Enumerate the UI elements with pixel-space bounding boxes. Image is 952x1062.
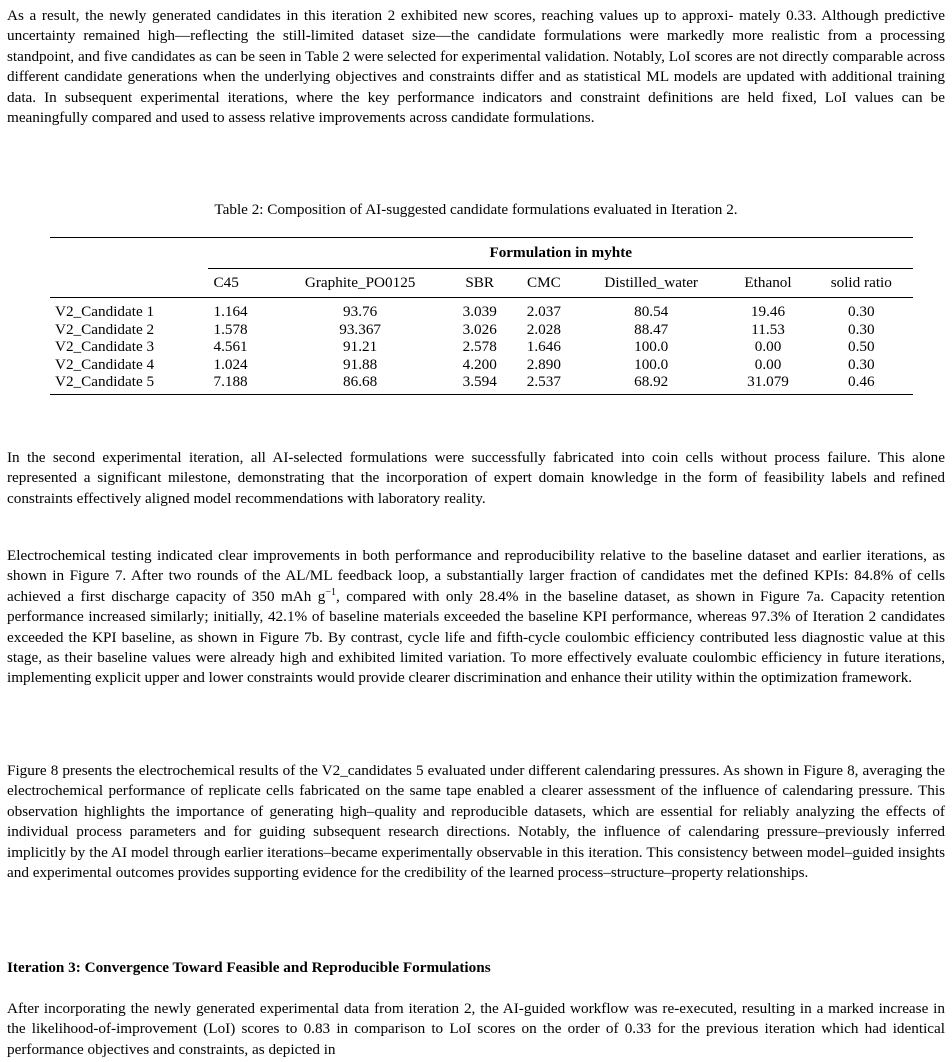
table-cell: 3.026 bbox=[462, 320, 497, 338]
table-cell: 7.188 bbox=[213, 373, 248, 390]
table-cell: 100.0 bbox=[634, 355, 669, 373]
table-cell: 4.561 bbox=[213, 338, 248, 355]
column-header: C45 bbox=[213, 274, 239, 292]
table-cell: 0.50 bbox=[848, 338, 875, 355]
para3-text-a: Electrochemical testing indicated clear improvements in both performance and reproducibility relative to the baseline dataset and earlier iterations, as shown in Figure 7. After two rounds of the AL/ML feedback loop, a substantially larger fraction of candidates met the defined KPIs: 84.8% of cells achieved a first discharge capacity of 350 mAh g bbox=[7, 547, 945, 605]
table-cell: 1.578 bbox=[213, 320, 248, 338]
table-cell: 31.079 bbox=[747, 373, 789, 390]
row-name: V2_Candidate 2 bbox=[55, 320, 155, 338]
column-header: Distilled_water bbox=[604, 274, 698, 292]
table-cell: 11.53 bbox=[751, 320, 785, 338]
table-cell: 2.537 bbox=[526, 373, 561, 390]
paragraph-figure8: Figure 8 presents the electrochemical results of the V2_candidates 5 evaluated under different calendaring pressures. As shown in Figure 8, averaging the electrochemical performance of replicate cells fabricated on the same tape enabled a clearer assessment of the influence of calendaring pressure. This observation highlights the importance of generating high–quality and reproducible datasets, which are essential for reliably analyzing the effects of individual process parameters and for guiding subsequent research directions. Notably, the influence of calendaring pressure–previously inferred implicitly by the AI model through earlier iterations–became experimentally observable in this iteration. This consistency between model–guided insights and experimental outcomes provides supporting evidence for the credibility of the learned process–structure–property relationships. bbox=[7, 762, 945, 882]
table-cell: 80.54 bbox=[634, 303, 669, 320]
table-cell: 1.164 bbox=[213, 303, 248, 320]
para3-text-b: , compared with only 28.4% in the baseline dataset, as shown in Figure 7a. Capacity retention performance increased similarly; initially, 42.1% of baseline materials exceeded the baseline KPI performance, whereas 97.3% of Iteration 2 candidates exceeded the KPI baseline, as shown in Figure 7b. By contrast, cycle life and fifth-cycle coulombic efficiency contributed less diagnostic value at this stage, as their baseline values were already high and exhibited limited variation. To more effectively evaluate coulombic efficiency in future iterations, implementing explicit upper and lower constraints would provide clearer discrimination and enhance their utility within the optimization framework. bbox=[7, 587, 945, 687]
table-cell: 2.890 bbox=[526, 355, 561, 373]
table-cell: 100.0 bbox=[634, 338, 669, 355]
table-cell: 93.367 bbox=[339, 320, 381, 338]
table-corner bbox=[50, 238, 208, 269]
table-cell: 0.46 bbox=[848, 373, 875, 390]
table-cell: 0.00 bbox=[754, 355, 782, 373]
column-header: CMC bbox=[526, 274, 561, 292]
formulation-table bbox=[50, 237, 913, 395]
table-cell: 3.594 bbox=[462, 373, 497, 390]
table-row bbox=[50, 321, 913, 339]
table-row bbox=[50, 298, 913, 321]
table-row bbox=[50, 338, 913, 356]
column-header: Graphite_PO0125 bbox=[304, 274, 416, 292]
table-cell: 0.30 bbox=[848, 320, 875, 338]
table-container bbox=[50, 237, 913, 395]
row-name: V2_Candidate 3 bbox=[55, 338, 155, 355]
table-cell: 68.92 bbox=[634, 373, 669, 390]
table-cell: 0.30 bbox=[848, 355, 875, 373]
column-header: Ethanol bbox=[744, 274, 792, 292]
table-cell: 86.68 bbox=[343, 373, 378, 390]
unit-superscript: −1 bbox=[325, 586, 336, 598]
table-cell: 1.024 bbox=[213, 355, 248, 373]
paragraph-iteration2-results: As a result, the newly generated candidates in this iteration 2 exhibited new scores, reaching values up to approxi- mately 0.33. Although predictive uncertainty remained high—reflecting the still-limited dataset size—the candidate formulations were markedly more realistic from a processing standpoint, and five candidates as can be seen in Table 2 were selected for experimental validation. Notably, LoI scores are not directly comparable across different candidate generations when the underlying objectives and constraints differ and as statistical ML models are updated with additional training data. In subsequent experimental iterations, where the key performance indicators and constraint definitions are held fixed, LoI values can be meaningfully compared and used to assess relative improvements across candidate formulations. bbox=[7, 7, 945, 127]
table-cell: 3.039 bbox=[462, 303, 497, 320]
table-row bbox=[50, 356, 913, 374]
row-name: V2_Candidate 1 bbox=[55, 303, 155, 320]
table-cell: 2.037 bbox=[526, 303, 561, 320]
column-header: solid ratio bbox=[830, 274, 892, 292]
row-name: V2_Candidate 4 bbox=[55, 355, 155, 373]
table-cell: 4.200 bbox=[462, 355, 497, 373]
table-cell: 88.47 bbox=[634, 320, 669, 338]
table-cell: 1.646 bbox=[526, 338, 561, 355]
table-caption: Table 2: Composition of AI-suggested candidate formulations evaluated in Iteration 2. bbox=[214, 201, 738, 218]
table-cell: 19.46 bbox=[750, 303, 786, 320]
table-row bbox=[50, 373, 913, 394]
row-name: V2_Candidate 5 bbox=[55, 373, 155, 390]
table-cell: 91.88 bbox=[343, 355, 378, 373]
table-group-header: Formulation in myhte bbox=[208, 238, 913, 269]
column-header: SBR bbox=[465, 274, 495, 292]
table-cell: 2.028 bbox=[526, 320, 561, 338]
table-cell: 91.21 bbox=[343, 338, 378, 355]
section-heading: Iteration 3: Convergence Toward Feasible and Reproducible Formulations bbox=[7, 959, 491, 976]
table-cell: 93.76 bbox=[343, 303, 378, 320]
table-row-label-header bbox=[50, 269, 208, 298]
paragraph-electrochemical-testing bbox=[7, 546, 945, 689]
paragraph-iteration3: After incorporating the newly generated experimental data from iteration 2, the AI-guided workflow was re-executed, resulting in a marked increase in the likelihood-of-improvement (LoI) scores to 0.83 in comparison to LoI scores on the order of 0.33 for the previous iteration which had identical performance objectives and constraints, as depicted in bbox=[7, 1000, 945, 1058]
table-cell: 2.578 bbox=[462, 338, 497, 355]
table-cell: 0.30 bbox=[848, 303, 875, 320]
table-cell: 0.00 bbox=[754, 338, 782, 355]
paragraph-fabrication: In the second experimental iteration, all AI-selected formulations were successfully fabricated into coin cells without process failure. This alone represented a significant milestone, demonstrating that the incorporation of expert domain knowledge in the form of feasibility labels and refined constraints effectively aligned model recommendations with laboratory reality. bbox=[7, 449, 945, 507]
